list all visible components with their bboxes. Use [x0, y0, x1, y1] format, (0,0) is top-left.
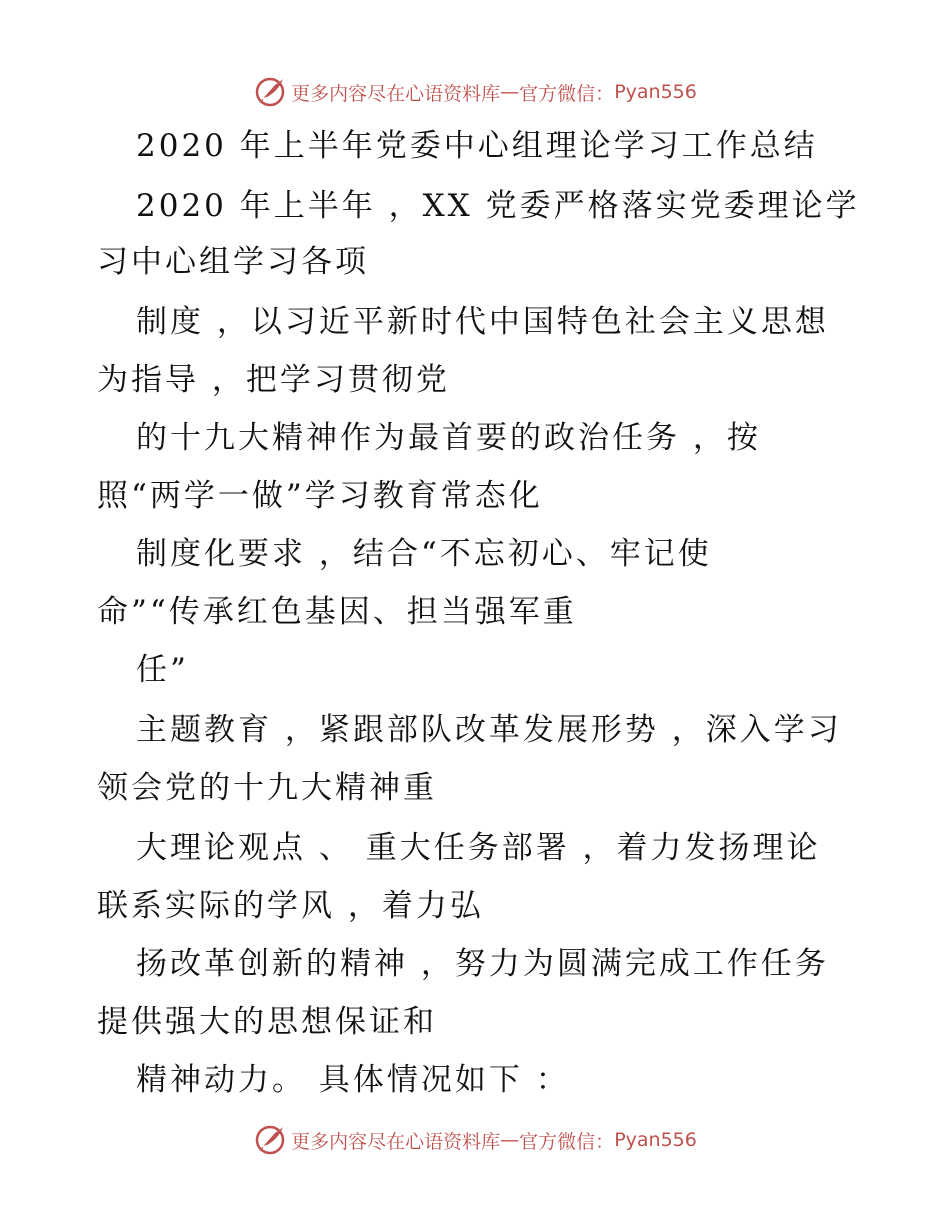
paragraph-line: 任”: [136, 652, 189, 688]
paragraph-line: 习中心组学习各项: [97, 244, 369, 280]
paragraph-line: 联系实际的学风 ，着力弘: [97, 888, 484, 924]
paragraph-line: 精神动力。 具体情况如下 ：: [136, 1062, 570, 1098]
watermark-brand: 更多内容尽在心语资料库: [291, 82, 501, 105]
document-title: 2020 年上半年党委中心组理论学习工作总结: [136, 128, 818, 164]
watermark-separator: —: [500, 81, 520, 103]
watermark-brand: 更多内容尽在心语资料库: [291, 1130, 501, 1153]
watermark-wechat-id: Pyan556: [614, 81, 697, 103]
paragraph-line: 制度化要求 ，结合“不忘初心、牢记使: [136, 536, 712, 572]
watermark-footer: [0, 1120, 950, 1160]
paragraph-line: 领会党的十九大精神重: [97, 770, 437, 806]
watermark-header: [0, 72, 950, 112]
watermark-wechat-id: Pyan556: [614, 1129, 697, 1151]
paragraph-line: 制度 ，以习近平新时代中国特色社会主义思想: [136, 304, 829, 340]
watermark-separator: —: [500, 1129, 520, 1151]
paragraph-line: 命”“传承红色基因、担当强军重: [97, 594, 577, 630]
paragraph-line: 照“两学一做”学习教育常态化: [97, 478, 543, 514]
paragraph-line: 2020 年上半年 ，XX 党委严格落实党委理论学: [136, 188, 860, 224]
watermark-contact-label: 官方微信：: [519, 82, 615, 105]
paragraph-line: 的十九大精神作为最首要的政治任务 ，按: [136, 420, 761, 456]
paragraph-line: 为指导 ，把学习贯彻党: [97, 362, 450, 398]
watermark-contact-label: 官方微信：: [519, 1130, 615, 1153]
feather-logo-icon: [253, 1123, 287, 1157]
paragraph-line: 扬改革创新的精神 ，努力为圆满完成工作任务: [136, 946, 829, 982]
paragraph-line: 大理论观点 、 重大任务部署 ，着力发扬理论: [136, 830, 821, 866]
feather-logo-icon: [253, 75, 287, 109]
paragraph-line: 主题教育 ，紧跟部队改革发展形势 ，深入学习: [136, 712, 842, 748]
paragraph-line: 提供强大的思想保证和: [97, 1004, 437, 1040]
